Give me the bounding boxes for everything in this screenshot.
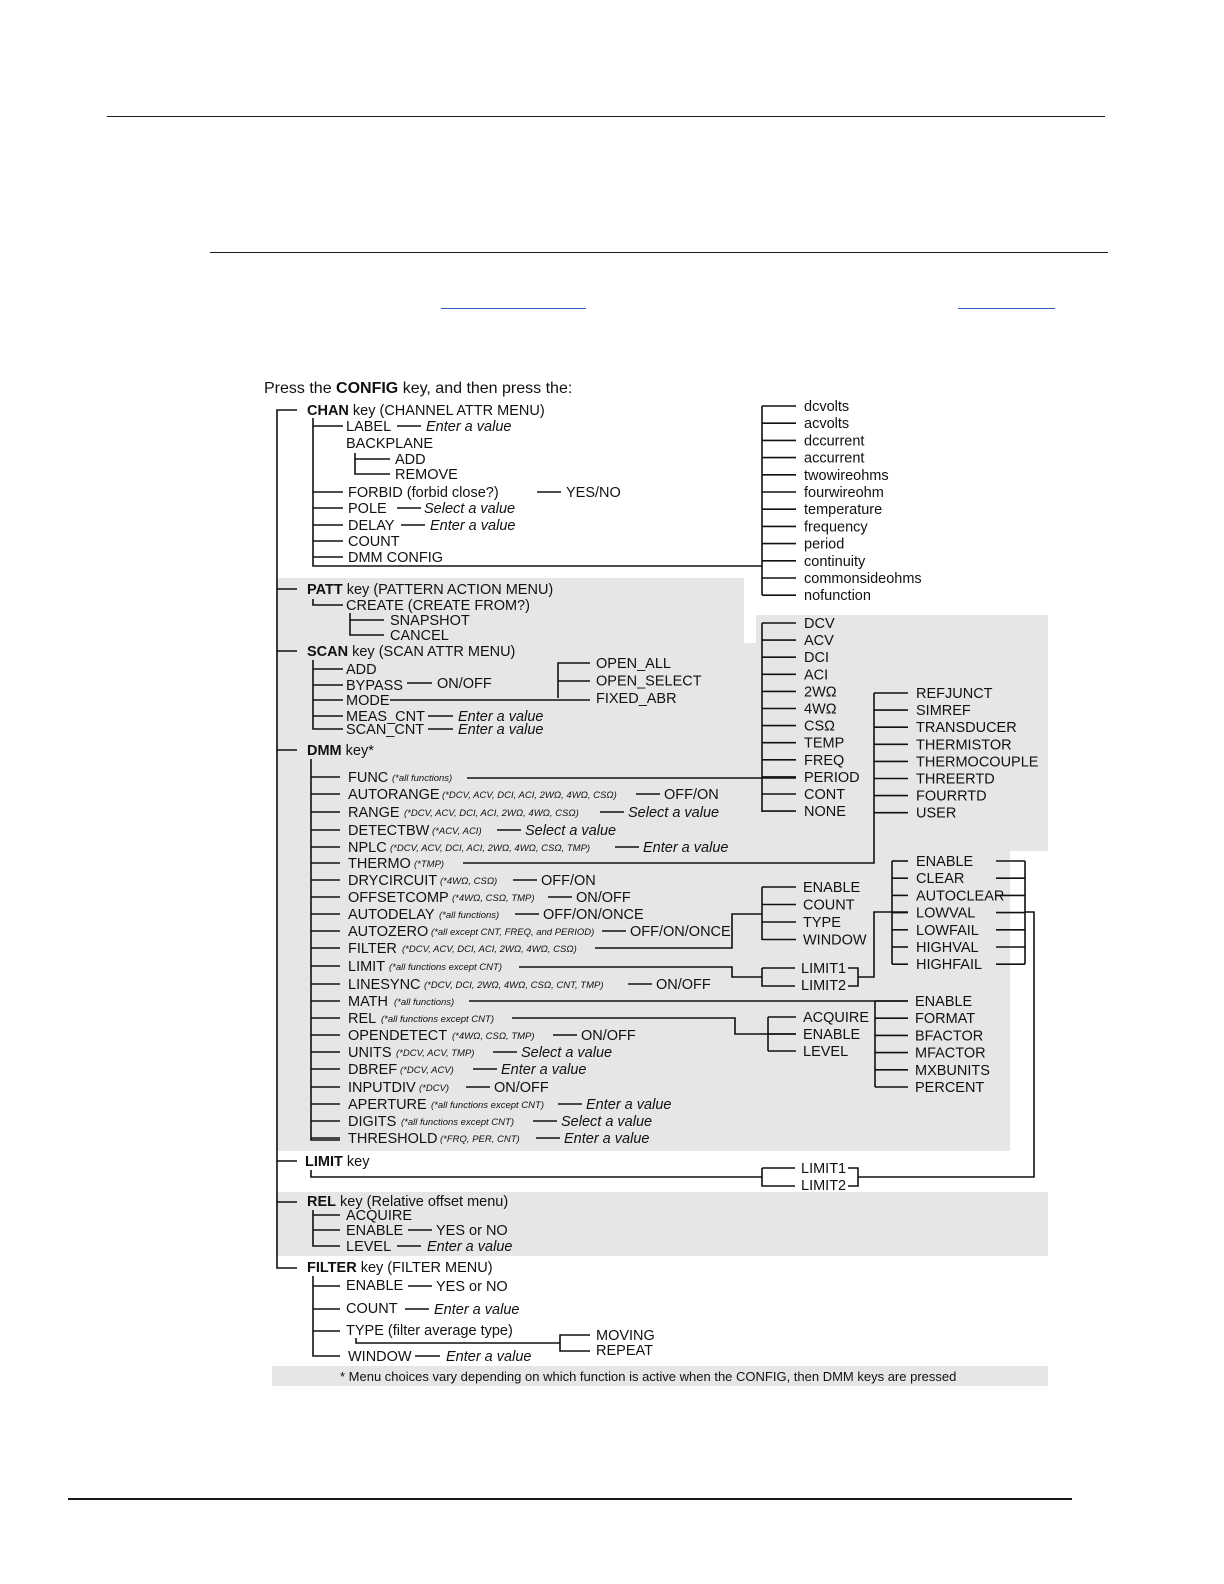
function-applicability-note: (*DCV, ACV, DCI, ACI, 2WΩ, 4WΩ, CSΩ, TMP) [390, 843, 591, 854]
value-hint: YES or NO [436, 1223, 508, 1239]
math-option: BFACTOR [915, 1028, 984, 1045]
menu-item-label: POLE [348, 501, 387, 517]
channel-function-option: period [804, 536, 845, 553]
dmm-setting-label: DRYCIRCUIT [348, 873, 438, 889]
function-applicability-note: (*all except CNT, FREQ, and PERIOD) [431, 927, 595, 938]
function-applicability-note: (*TMP) [414, 859, 445, 870]
function-applicability-note: (*ACV, ACI) [432, 826, 482, 837]
function-applicability-note: (*all functions) [394, 997, 455, 1008]
value-hint: Select a value [628, 805, 720, 821]
function-applicability-note: (*all functions except CNT) [381, 1014, 494, 1025]
menu-item-label: COUNT [346, 1301, 398, 1317]
value-hint: ON/OFF [581, 1028, 636, 1044]
filter-option: TYPE [803, 915, 841, 931]
value-hint: Enter a value [430, 518, 516, 534]
rel-option: LEVEL [803, 1044, 849, 1060]
value-hint: Select a value [561, 1114, 653, 1130]
connector-line [560, 1335, 590, 1351]
channel-function-option: frequency [804, 519, 868, 536]
rel-option: ENABLE [803, 1027, 861, 1043]
function-applicability-note: (*all functions) [439, 910, 500, 921]
connector-line [313, 1276, 340, 1356]
limit-setting-option: HIGHVAL [916, 940, 979, 956]
math-option: MXBUNITS [915, 1062, 990, 1079]
limit-option: LIMIT2 [801, 978, 847, 994]
value-hint: OFF/ON [541, 873, 596, 889]
dmm-function-option: PERIOD [804, 769, 860, 786]
value-hint: Enter a value [643, 840, 729, 856]
connector-line [848, 1168, 858, 1186]
value-hint: ON/OFF [576, 890, 631, 906]
thermo-option: THREERTD [916, 771, 995, 788]
value-hint: Enter a value [446, 1349, 532, 1365]
menu-item-label: FORBID (forbid close?) [348, 485, 499, 501]
thermo-option: TRANSDUCER [916, 720, 1017, 737]
value-hint: Enter a value [458, 722, 544, 738]
patt-key-label: PATT key (PATTERN ACTION MENU) [307, 582, 554, 598]
menu-item-label: BYPASS [346, 678, 403, 694]
math-option: MFACTOR [915, 1045, 986, 1062]
dmm-setting-label: LIMIT [348, 959, 386, 975]
thermo-option: USER [916, 805, 957, 822]
limit-key-option: LIMIT2 [801, 1178, 847, 1194]
dmm-setting-label: REL [348, 1011, 377, 1027]
dmm-function-option: ACV [804, 633, 834, 650]
math-option: FORMAT [915, 1011, 976, 1028]
menu-item-label: TYPE (filter average type) [346, 1323, 513, 1339]
dmm-function-option: ACI [804, 667, 829, 684]
connector-line [762, 1168, 795, 1186]
value-hint: Enter a value [426, 419, 512, 435]
function-applicability-note: (*DCV, ACV, DCI, ACI, 2WΩ, 4WΩ, CSΩ) [404, 808, 579, 819]
dmm-setting-label: LINESYNC [348, 977, 421, 993]
dmm-setting-label: NPLC [348, 840, 387, 856]
chan-key-label: CHAN key (CHANNEL ATTR MENU) [307, 403, 545, 419]
limit-key-option: LIMIT1 [801, 1161, 847, 1177]
value-hint: ON/OFF [437, 676, 492, 692]
function-applicability-note: (*all functions except CNT) [401, 1117, 514, 1128]
menu-item-label: LEVEL [346, 1239, 392, 1255]
scan-mode-option: OPEN_SELECT [596, 673, 702, 690]
menu-item-label: BACKPLANE [346, 436, 434, 452]
menu-item-label: REMOVE [395, 467, 458, 483]
function-applicability-note: (*4WΩ, CSΩ) [440, 876, 498, 887]
dmm-function-option: TEMP [804, 735, 845, 752]
function-applicability-note: (*DCV, ACV, DCI, ACI, 2WΩ, 4WΩ, CSΩ) [402, 944, 577, 955]
value-hint: Select a value [521, 1045, 613, 1061]
channel-function-option: dcvolts [804, 399, 850, 415]
value-hint: Enter a value [427, 1239, 513, 1255]
menu-item-label: ADD [346, 662, 377, 678]
limit-option: LIMIT1 [801, 961, 847, 977]
thermo-option: REFJUNCT [916, 686, 993, 702]
menu-item-label: ADD [395, 452, 426, 468]
limit-setting-option: CLEAR [916, 871, 965, 888]
dmm-setting-label: RANGE [348, 805, 400, 821]
menu-item-label: DMM CONFIG [348, 550, 444, 566]
channel-function-option: continuity [804, 553, 866, 570]
function-applicability-note: (*4WΩ, CSΩ, TMP) [452, 893, 535, 904]
menu-item-label: WINDOW [348, 1349, 412, 1365]
filter-option: COUNT [803, 897, 855, 914]
limit-setting-option: LOWFAIL [916, 922, 979, 939]
menu-item-label: MODE [346, 693, 390, 709]
dmm-setting-label: OPENDETECT [348, 1028, 448, 1044]
function-applicability-note: (*FRQ, PER, CNT) [440, 1134, 520, 1145]
menu-item-label: COUNT [348, 534, 400, 550]
function-applicability-note: (*4WΩ, CSΩ, TMP) [452, 1031, 535, 1042]
math-option: ENABLE [915, 994, 973, 1010]
math-option: PERCENT [915, 1080, 985, 1096]
dmm-function-option: 2WΩ [804, 684, 837, 701]
value-hint: ON/OFF [494, 1080, 549, 1096]
channel-function-option: dccurrent [804, 433, 865, 450]
value-hint: OFF/ON/ONCE [543, 907, 644, 923]
dmm-setting-label: FUNC [348, 770, 389, 786]
dmm-setting-label: MATH [348, 994, 389, 1010]
limit-setting-option: AUTOCLEAR [916, 888, 1005, 905]
menu-item-label: CREATE (CREATE FROM?) [346, 598, 530, 614]
value-hint: OFF/ON [664, 787, 719, 803]
dmm-function-option: 4WΩ [804, 701, 837, 718]
channel-function-option: commonsideohms [804, 571, 922, 587]
intro-text: Press the CONFIG key, and then press the: [264, 380, 573, 397]
menu-item-label: SNAPSHOT [390, 613, 470, 629]
dmm-setting-label: OFFSETCOMP [348, 890, 449, 906]
thermo-option: THERMISTOR [916, 737, 1012, 754]
value-hint: Enter a value [458, 709, 544, 725]
value-hint: Enter a value [586, 1097, 672, 1113]
scan-mode-option: FIXED_ABR [596, 691, 677, 707]
limit-key-label: LIMIT key [305, 1154, 370, 1170]
value-hint: Select a value [424, 501, 516, 517]
menu-item-label: ENABLE [346, 1278, 404, 1294]
thermo-option: FOURRTD [916, 788, 987, 805]
function-applicability-note: (*all functions) [392, 773, 453, 784]
dmm-key-label: DMM key* [307, 743, 374, 759]
function-applicability-note: (*DCV, DCI, 2WΩ, 4WΩ, CSΩ, CNT, TMP) [424, 980, 604, 991]
value-hint: Enter a value [434, 1302, 520, 1318]
limit-setting-option: LOWVAL [916, 905, 976, 922]
dmm-setting-label: FILTER [348, 941, 397, 957]
dmm-setting-label: THERMO [348, 856, 411, 872]
menu-item-label: CANCEL [390, 628, 449, 644]
value-hint: Enter a value [564, 1131, 650, 1147]
connector-line [355, 453, 390, 474]
value-hint: OFF/ON/ONCE [630, 924, 731, 940]
dmm-setting-label: THRESHOLD [348, 1131, 438, 1147]
filter-option: WINDOW [803, 932, 867, 949]
channel-function-option: fourwireohm [804, 485, 884, 501]
dmm-setting-label: AUTODELAY [348, 907, 435, 923]
value-hint: Select a value [525, 823, 617, 839]
value-hint: YES or NO [436, 1279, 508, 1295]
channel-function-option: temperature [804, 502, 883, 519]
value-hint: Enter a value [501, 1062, 587, 1078]
connector-line [311, 1170, 762, 1177]
dmm-function-option: DCI [804, 650, 829, 667]
dmm-setting-label: AUTOZERO [348, 924, 429, 940]
dmm-setting-label: DBREF [348, 1062, 398, 1078]
dmm-function-option: NONE [804, 804, 846, 821]
scan-key-label: SCAN key (SCAN ATTR MENU) [307, 644, 516, 660]
function-applicability-note: (*DCV, ACV) [400, 1065, 454, 1076]
dmm-setting-label: DETECTBW [348, 823, 430, 839]
dmm-function-option: CONT [804, 787, 846, 803]
dmm-setting-label: UNITS [348, 1045, 392, 1061]
channel-function-option: twowireohms [804, 467, 889, 484]
value-hint: ON/OFF [656, 977, 711, 993]
dmm-setting-label: INPUTDIV [348, 1080, 416, 1096]
filter-type-option: MOVING [596, 1328, 655, 1344]
rel-option: ACQUIRE [803, 1010, 870, 1026]
channel-function-option: acvolts [804, 416, 850, 433]
limit-setting-option: ENABLE [916, 854, 974, 870]
scan-mode-option: OPEN_ALL [596, 656, 671, 672]
function-applicability-note: (*DCV) [419, 1083, 450, 1094]
value-hint: YES/NO [566, 485, 621, 501]
dmm-function-option: FREQ [804, 752, 845, 769]
menu-item-label: SCAN_CNT [346, 722, 425, 738]
function-applicability-note: (*all functions except CNT) [389, 962, 502, 973]
function-applicability-note: (*DCV, ACV, TMP) [396, 1048, 475, 1059]
limit-setting-option: HIGHFAIL [916, 957, 983, 974]
menu-item-label: MEAS_CNT [346, 709, 425, 725]
channel-function-option: accurrent [804, 450, 865, 467]
dmm-function-option: DCV [804, 616, 835, 632]
menu-item-label: ACQUIRE [346, 1208, 413, 1224]
footnote: * Menu choices vary depending on which function is active when the CONFIG, then DMM keys are pressed [340, 1369, 957, 1384]
dmm-setting-label: APERTURE [348, 1097, 427, 1113]
filter-type-option: REPEAT [596, 1343, 653, 1359]
filter-key-label: FILTER key (FILTER MENU) [307, 1260, 493, 1276]
thermo-option: THERMOCOUPLE [916, 754, 1039, 771]
channel-function-option: nofunction [804, 588, 871, 605]
dmm-setting-label: DIGITS [348, 1114, 397, 1130]
rel-key-label: REL key (Relative offset menu) [307, 1194, 509, 1210]
thermo-option: SIMREF [916, 703, 971, 720]
function-applicability-note: (*all functions except CNT) [431, 1100, 544, 1111]
function-applicability-note: (*DCV, ACV, DCI, ACI, 2WΩ, 4WΩ, CSΩ) [442, 790, 617, 801]
filter-option: ENABLE [803, 880, 861, 896]
menu-item-label: DELAY [348, 518, 395, 534]
menu-item-label: ENABLE [346, 1223, 404, 1239]
dmm-setting-label: AUTORANGE [348, 787, 440, 803]
dmm-function-option: CSΩ [804, 718, 835, 735]
menu-item-label: LABEL [346, 419, 392, 435]
